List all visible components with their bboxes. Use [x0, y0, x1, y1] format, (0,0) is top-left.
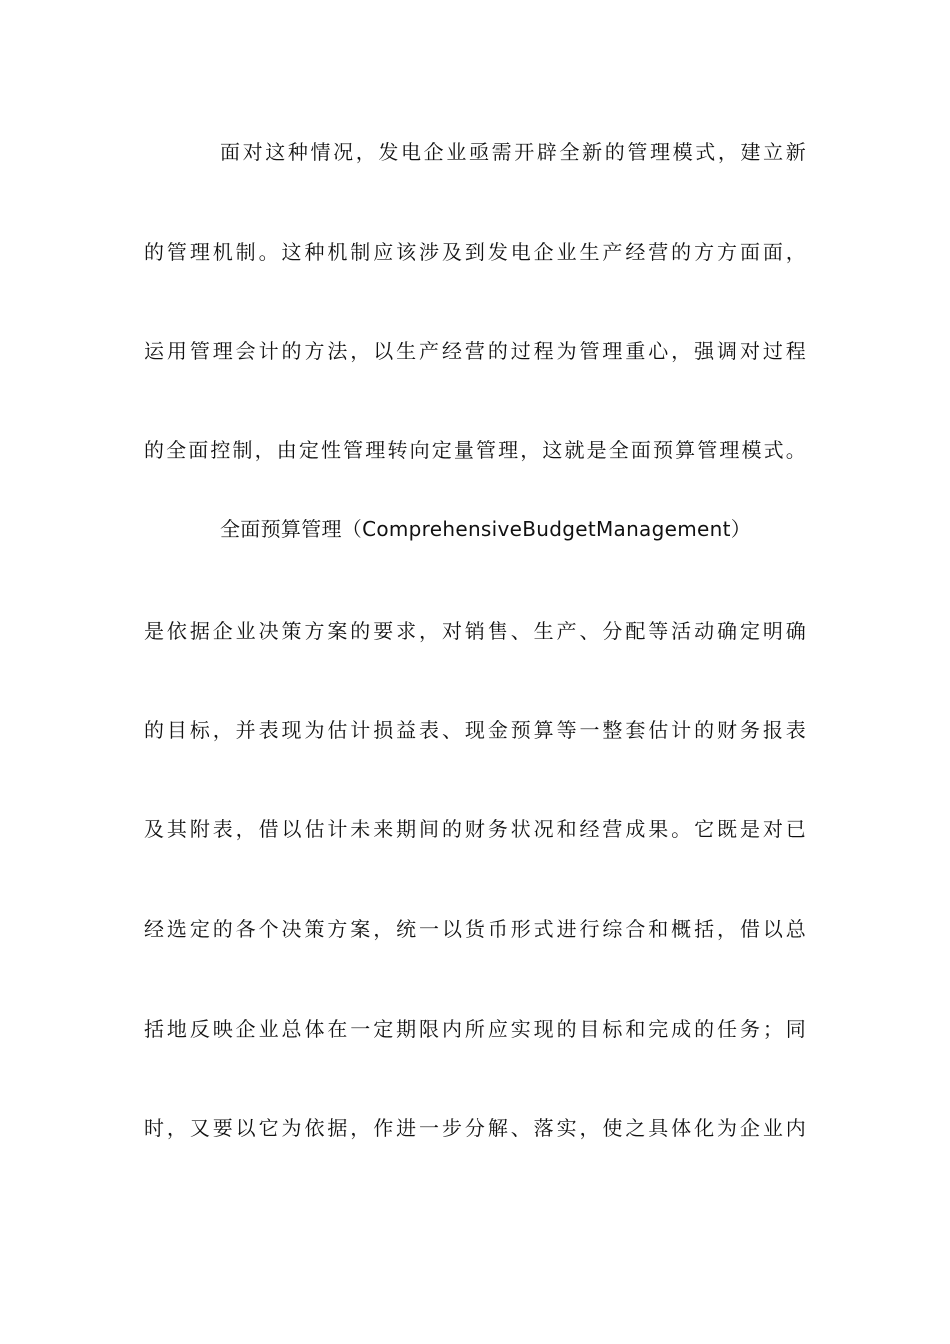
- paragraph-line: 面对这种情况，发电企业亟需开辟全新的管理模式，建立新: [220, 140, 806, 164]
- paragraph-line: 的全面控制，由定性管理转向定量管理，这就是全面预算管理模式。: [144, 438, 806, 462]
- paragraph-line: 的目标，并表现为估计损益表、现金预算等一整套估计的财务报表: [144, 718, 806, 742]
- paragraph-line: 及其附表，借以估计未来期间的财务状况和经营成果。它既是对已: [144, 817, 806, 841]
- paragraph-line: 的管理机制。这种机制应该涉及到发电企业生产经营的方方面面，: [144, 240, 806, 264]
- paragraph-line: 括地反映企业总体在一定期限内所应实现的目标和完成的任务；同: [144, 1017, 806, 1041]
- paragraph-line: 经选定的各个决策方案，统一以货币形式进行综合和概括，借以总: [144, 917, 806, 941]
- paragraph-line: 全面预算管理（ComprehensiveBudgetManagement）: [220, 517, 752, 541]
- paragraph-line: 时，又要以它为依据，作进一步分解、落实，使之具体化为企业内: [144, 1116, 806, 1140]
- paragraph-line: 运用管理会计的方法，以生产经营的过程为管理重心，强调对过程: [144, 339, 806, 363]
- paragraph-line: 是依据企业决策方案的要求，对销售、生产、分配等活动确定明确: [144, 619, 806, 643]
